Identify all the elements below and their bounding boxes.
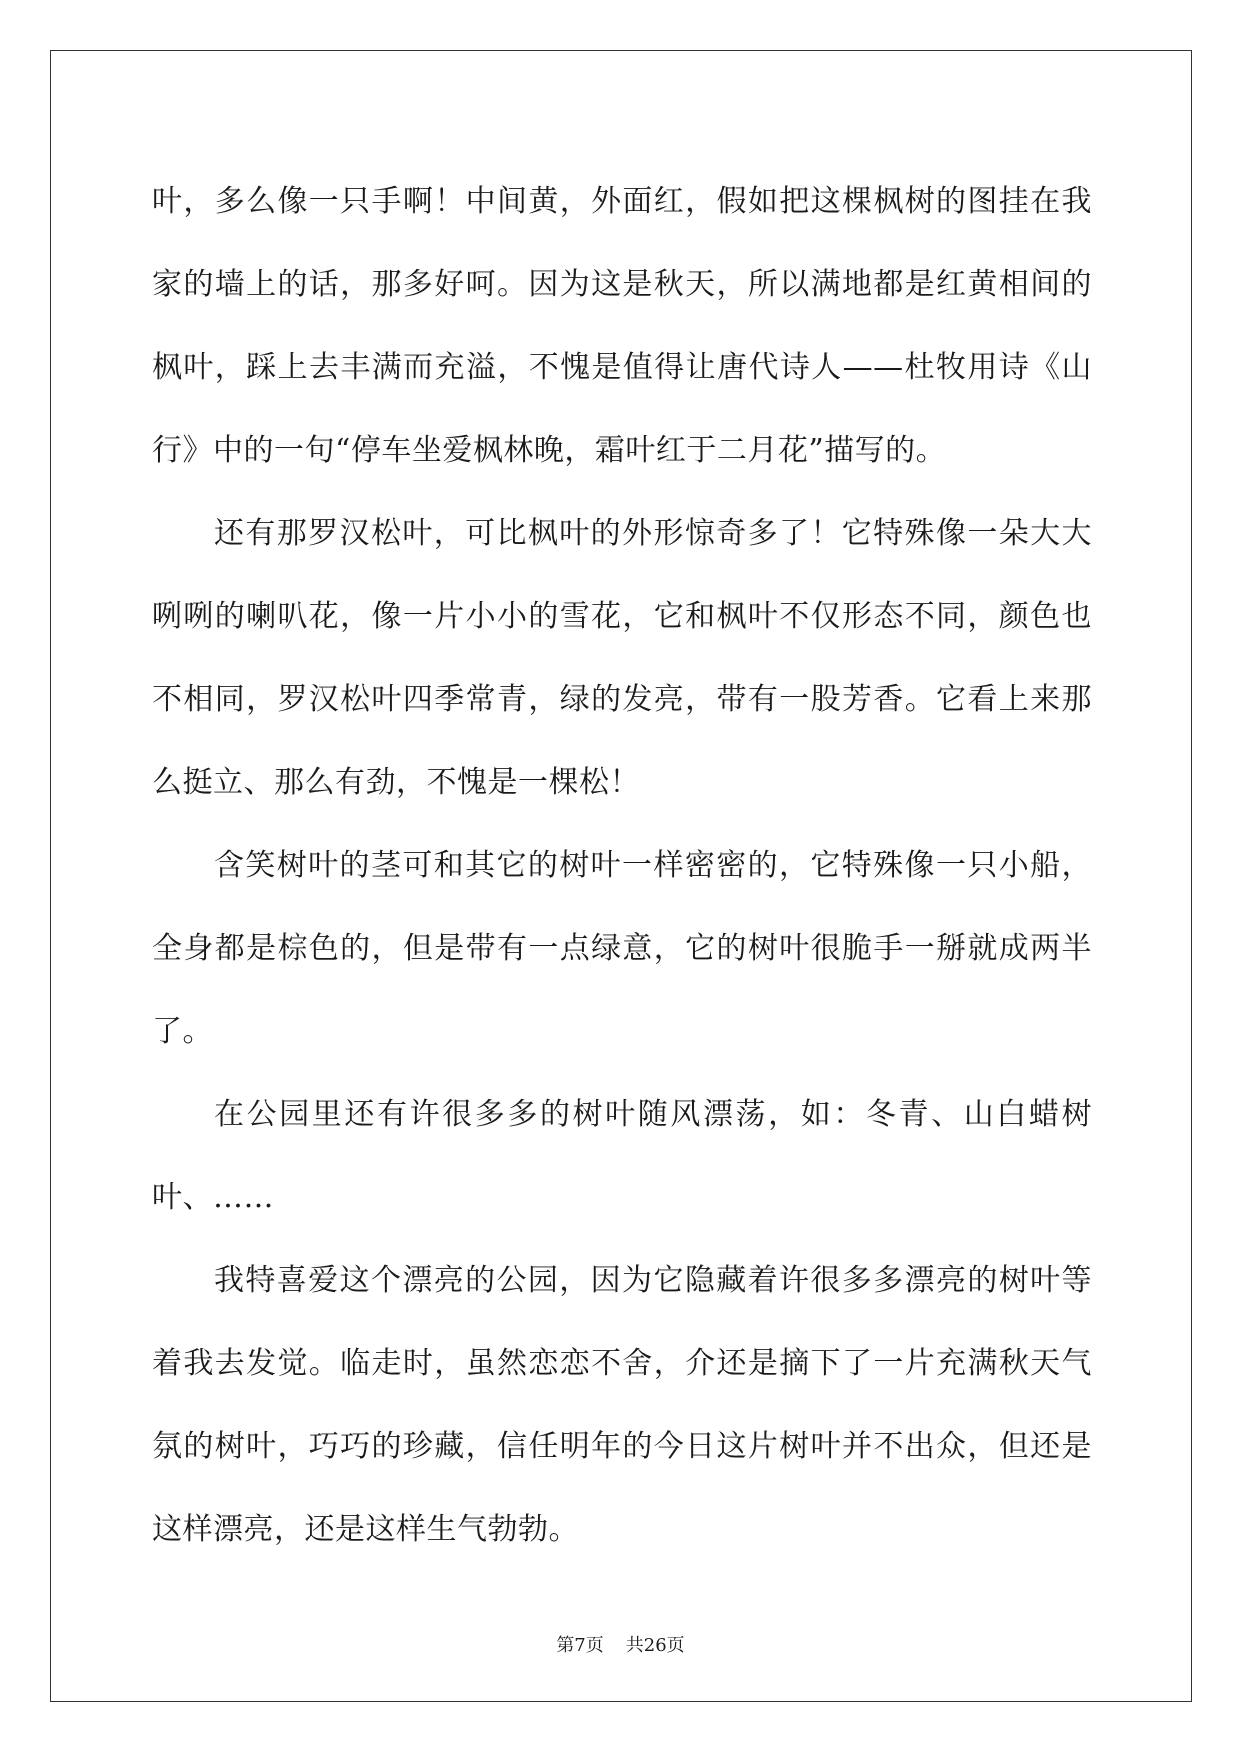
page-footer bbox=[0, 1631, 1241, 1657]
paragraph-3: 含笑树叶的茎可和其它的树叶一样密密的，它特殊像一只小船，全身都是棕色的，但是带有一点绿意，它的树叶很脆手一掰就成两半了。 bbox=[152, 848, 1092, 1049]
page-number: 第7页 bbox=[556, 1635, 604, 1656]
paragraph-1: 叶，多么像一只手啊！中间黄，外面红，假如把这棵枫树的图挂在我家的墙上的话，那多好呵。因为这是秋天，所以满地都是红黄相间的枫叶，踩上去丰满而充溢，不愧是值得让唐代诗人——杜牧用诗《山行》中的一句“停车坐爱枫林晚，霜叶红于二月花”描写的。 bbox=[152, 184, 1092, 468]
document-body bbox=[152, 160, 1092, 1571]
paragraph-2: 还有那罗汉松叶，可比枫叶的外形惊奇多了！它特殊像一朵大大咧咧的喇叭花，像一片小小的雪花，它和枫叶不仅形态不同，颜色也不相同，罗汉松叶四季常青，绿的发亮，带有一股芳香。它看上来那么挺立、那么有劲，不愧是一棵松！ bbox=[152, 516, 1092, 800]
page-total: 共26页 bbox=[625, 1635, 685, 1656]
paragraph-5: 我特喜爱这个漂亮的公园，因为它隐藏着许很多多漂亮的树叶等着我去发觉。临走时，虽然恋恋不舍，介还是摘下了一片充满秋天气氛的树叶，巧巧的珍藏，信任明年的今日这片树叶并不出众，但还是这样漂亮，还是这样生气勃勃。 bbox=[152, 1263, 1092, 1547]
paragraph-4: 在公园里还有许很多多的树叶随风漂荡，如：冬青、山白蜡树叶、…… bbox=[152, 1097, 1092, 1215]
